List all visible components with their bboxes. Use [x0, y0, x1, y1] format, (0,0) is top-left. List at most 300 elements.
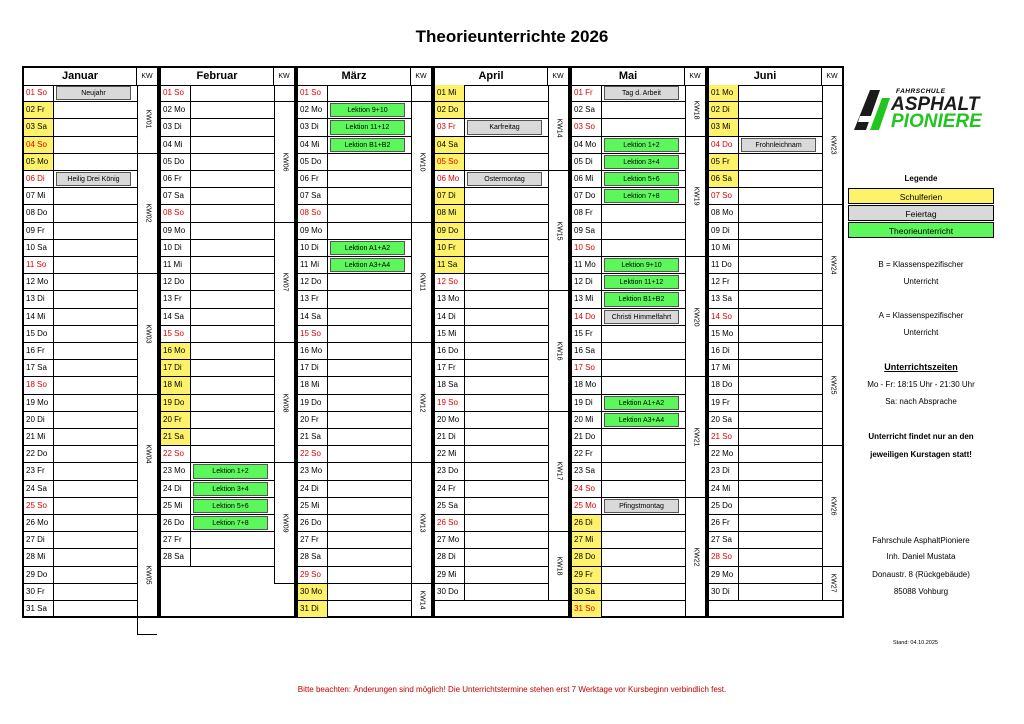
day-event-cell: [328, 567, 411, 583]
calendar-week-label: KW08: [281, 393, 288, 413]
day-row: [435, 154, 548, 171]
day-label: 06 Fr: [161, 171, 191, 187]
day-event-cell: [191, 188, 274, 204]
calendar-week-label: KW15: [555, 221, 562, 241]
calendar-week-label: KW23: [829, 135, 836, 155]
day-event-cell: [328, 481, 411, 497]
day-row: [161, 549, 274, 566]
day-label: 11 Mi: [298, 257, 328, 273]
day-row: [572, 498, 685, 515]
day-label: 23 Di: [709, 463, 739, 479]
day-row: [435, 481, 548, 498]
day-row: [161, 119, 274, 136]
calendar-week-cell: [411, 584, 431, 618]
calendar-week-cell: [822, 446, 842, 566]
day-row: [572, 274, 685, 291]
day-label: 11 Sa: [435, 257, 465, 273]
month-header: [298, 68, 431, 86]
day-row: [24, 377, 137, 394]
day-label: 07 Mi: [24, 188, 54, 204]
day-label: 25 Mi: [298, 498, 328, 514]
day-event-cell: [191, 205, 274, 221]
day-row: [298, 188, 411, 205]
day-label: 22 Do: [24, 446, 54, 462]
theory-lesson-badge: Lektion 7+8: [193, 516, 268, 530]
day-row: [161, 343, 274, 360]
day-row: [572, 446, 685, 463]
holiday-badge: Heilig Drei König: [56, 172, 131, 186]
day-event-cell: [191, 481, 274, 497]
day-label: 17 Mi: [709, 360, 739, 376]
day-label: 13 Fr: [298, 291, 328, 307]
theory-lesson-badge: Lektion 9+10: [330, 103, 405, 117]
day-label: 27 Mo: [435, 532, 465, 548]
day-row: [709, 395, 822, 412]
day-event-cell: [328, 188, 411, 204]
calendar-week-label: KW18: [555, 556, 562, 576]
day-label: 02 Do: [435, 102, 465, 118]
day-row: [298, 481, 411, 498]
day-row: [24, 274, 137, 291]
day-row: [572, 291, 685, 308]
holiday-badge: Ostermontag: [467, 172, 542, 186]
day-event-cell: [191, 549, 274, 565]
theory-lesson-badge: Lektion 11+12: [330, 120, 405, 134]
day-row: [161, 154, 274, 171]
address-owner: Inh. Daniel Mustata: [886, 552, 956, 561]
day-label: 25 Sa: [435, 498, 465, 514]
day-event-cell: [191, 137, 274, 153]
day-event-cell: [191, 360, 274, 376]
day-row: [435, 446, 548, 463]
day-row: [298, 223, 411, 240]
day-label: 03 Fr: [435, 119, 465, 135]
day-label: 08 Do: [24, 205, 54, 221]
day-label: 02 Di: [709, 102, 739, 118]
day-row: [161, 137, 274, 154]
day-row: [709, 171, 822, 188]
address-city: 85088 Vohburg: [893, 587, 949, 596]
day-label: 06 Sa: [709, 171, 739, 187]
day-event-cell: [465, 291, 548, 307]
day-event-cell: [739, 584, 822, 600]
day-row: [709, 567, 822, 584]
day-row: [709, 291, 822, 308]
day-label: 11 Do: [709, 257, 739, 273]
calendar-week-cell: [137, 154, 157, 274]
day-event-cell: [328, 395, 411, 411]
day-event-cell: [739, 412, 822, 428]
day-row: [572, 412, 685, 429]
day-event-cell: [191, 240, 274, 256]
day-row: [161, 498, 274, 515]
holiday-badge: Pfingstmontag: [604, 499, 679, 513]
day-row: [161, 326, 274, 343]
day-event-cell: [465, 137, 548, 153]
day-label: 20 Di: [24, 412, 54, 428]
month-column: [296, 66, 433, 618]
day-label: 21 So: [709, 429, 739, 445]
day-event-cell: [465, 274, 548, 290]
day-row: [709, 412, 822, 429]
day-label: 24 Mi: [709, 481, 739, 497]
day-event-cell: [465, 360, 548, 376]
day-event-cell: [739, 481, 822, 497]
day-label: 27 Fr: [161, 532, 191, 548]
day-event-cell: [54, 205, 137, 221]
day-label: 04 Mi: [161, 137, 191, 153]
day-row: [435, 412, 548, 429]
day-label: 21 Sa: [298, 429, 328, 445]
day-row: [572, 532, 685, 549]
day-row: [24, 412, 137, 429]
calendar-week-cell: [685, 377, 705, 497]
day-label: 26 Di: [572, 515, 602, 531]
day-label: 21 Mi: [24, 429, 54, 445]
day-label: 09 Di: [709, 223, 739, 239]
calendar-week-label: KW18: [692, 100, 699, 120]
calendar-week-label: KW17: [555, 461, 562, 482]
day-row: [435, 429, 548, 446]
day-event-cell: [465, 205, 548, 221]
day-event-cell: [191, 223, 274, 239]
calendar-week-cell: [274, 223, 294, 343]
day-event-cell: [54, 429, 137, 445]
calendar-week-cell: [548, 171, 568, 291]
day-event-cell: [602, 515, 685, 531]
logo-icon: [852, 86, 892, 134]
day-label: 01 Mi: [435, 85, 465, 101]
day-label: 01 Mo: [709, 85, 739, 101]
day-label: 03 Di: [161, 119, 191, 135]
day-row: [24, 85, 137, 102]
day-event-cell: [191, 446, 274, 462]
day-event-cell: [602, 171, 685, 187]
day-row: [572, 429, 685, 446]
day-event-cell: [328, 498, 411, 514]
theory-lesson-badge: Lektion B1+B2: [604, 292, 679, 306]
note-b-line1: B = Klassenspezifischer: [878, 260, 964, 269]
day-label: 10 So: [572, 240, 602, 256]
calendar-week-label: KW13: [418, 513, 425, 533]
day-row: [435, 463, 548, 480]
day-event-cell: [602, 257, 685, 273]
day-event-cell: [328, 291, 411, 307]
calendar-week-cell: [137, 515, 157, 635]
day-label: 25 Do: [709, 498, 739, 514]
day-event-cell: [191, 85, 274, 101]
calendar-week-label: KW25: [829, 375, 836, 396]
calendar-grid: [22, 66, 844, 618]
day-row: [435, 274, 548, 291]
day-row: [709, 240, 822, 257]
day-event-cell: [328, 515, 411, 531]
calendar-week-label: KW07: [281, 272, 288, 292]
note-a-line1: A = Klassenspezifischer: [878, 311, 964, 320]
day-row: [298, 102, 411, 119]
day-row: [298, 240, 411, 257]
day-label: 06 Mo: [435, 171, 465, 187]
day-event-cell: [465, 309, 548, 325]
day-label: 05 Do: [161, 154, 191, 170]
calendar-week-label: KW02: [144, 203, 151, 224]
theory-lesson-badge: Lektion 3+4: [604, 155, 679, 169]
day-event-cell: [54, 223, 137, 239]
day-row: [24, 395, 137, 412]
calendar-week-label: KW21: [692, 427, 699, 447]
kw-header: KW: [552, 73, 564, 80]
day-row: [572, 515, 685, 532]
day-row: [709, 515, 822, 532]
day-event-cell: [328, 137, 411, 153]
day-label: 13 Di: [24, 291, 54, 307]
holiday-badge: Karfreitag: [467, 120, 542, 134]
day-event-cell: [328, 446, 411, 462]
calendar-week-label: KW12: [418, 393, 425, 413]
day-event-cell: [602, 584, 685, 600]
day-row: [435, 515, 548, 532]
month-header: [572, 68, 705, 86]
day-label: 07 So: [709, 188, 739, 204]
day-label: 22 Mi: [435, 446, 465, 462]
holiday-badge: Tag d. Arbeit: [604, 86, 679, 100]
day-event-cell: [739, 171, 822, 187]
day-event-cell: [465, 567, 548, 583]
footer-notice: Bitte beachten: Änderungen sind möglich! Die Unterrichtstermine stehen erst 7 Werktage vor Kursbeginn verbindlich fest.: [297, 685, 727, 694]
day-label: 08 So: [298, 205, 328, 221]
day-label: 10 Fr: [435, 240, 465, 256]
calendar-week-label: KW16: [555, 341, 562, 361]
day-event-cell: [602, 377, 685, 393]
day-event-cell: [191, 154, 274, 170]
month-header: [435, 68, 568, 86]
day-row: [435, 377, 548, 394]
day-event-cell: [465, 223, 548, 239]
day-label: 24 So: [572, 481, 602, 497]
day-event-cell: [739, 326, 822, 342]
day-label: 28 So: [709, 549, 739, 565]
day-row: [298, 584, 411, 601]
day-event-cell: [465, 188, 548, 204]
day-event-cell: [54, 291, 137, 307]
day-label: 18 Mo: [572, 377, 602, 393]
day-row: [709, 154, 822, 171]
day-event-cell: [54, 154, 137, 170]
day-event-cell: [739, 205, 822, 221]
holiday-badge: Neujahr: [56, 86, 131, 100]
stand-date: Stand: 04.10.2025: [893, 640, 938, 646]
day-row: [298, 205, 411, 222]
day-event-cell: [191, 119, 274, 135]
day-event-cell: [465, 446, 548, 462]
day-event-cell: [465, 102, 548, 118]
day-label: 06 Di: [24, 171, 54, 187]
calendar-week-label: KW27: [829, 573, 836, 593]
month-column: [707, 66, 844, 618]
day-row: [161, 291, 274, 308]
day-label: 23 Sa: [572, 463, 602, 479]
day-label: 01 So: [24, 85, 54, 101]
day-row: [161, 395, 274, 412]
day-row: [298, 291, 411, 308]
day-event-cell: [602, 601, 685, 617]
day-row: [24, 119, 137, 136]
day-row: [572, 154, 685, 171]
day-row: [435, 85, 548, 102]
calendar-week-cell: [137, 85, 157, 154]
month-header: [709, 68, 842, 86]
day-event-cell: [739, 85, 822, 101]
day-event-cell: [328, 257, 411, 273]
day-label: 02 Mo: [161, 102, 191, 118]
day-row: [161, 240, 274, 257]
day-row: [709, 343, 822, 360]
day-event-cell: [54, 240, 137, 256]
day-event-cell: [54, 412, 137, 428]
day-row: [709, 584, 822, 601]
day-event-cell: [602, 395, 685, 411]
calendar-week-label: KW05: [144, 565, 151, 585]
day-row: [709, 274, 822, 291]
day-row: [24, 240, 137, 257]
legend-ferien: Schulferien: [848, 188, 994, 204]
kw-header: KW: [415, 73, 427, 80]
day-row: [572, 584, 685, 601]
theory-lesson-badge: Lektion 7+8: [604, 189, 679, 203]
day-event-cell: [191, 429, 274, 445]
day-event-cell: [54, 326, 137, 342]
day-label: 16 Fr: [24, 343, 54, 359]
address-name: Fahrschule AsphaltPioniere: [872, 536, 970, 545]
day-row: [298, 154, 411, 171]
day-row: [161, 532, 274, 549]
day-label: 11 Mi: [161, 257, 191, 273]
day-row: [709, 223, 822, 240]
day-event-cell: [328, 601, 411, 617]
calendar-week-cell: [685, 137, 705, 257]
day-label: 22 Mo: [709, 446, 739, 462]
month-header: [24, 68, 157, 86]
day-row: [24, 223, 137, 240]
kw-header: KW: [141, 73, 153, 80]
day-event-cell: [465, 412, 548, 428]
day-label: 20 Sa: [709, 412, 739, 428]
day-row: [298, 360, 411, 377]
calendar-week-label: KW22: [692, 547, 699, 568]
calendar-week-label: KW20: [692, 307, 699, 327]
day-label: 14 So: [709, 309, 739, 325]
day-event-cell: [191, 274, 274, 290]
day-label: 07 Do: [572, 188, 602, 204]
day-row: [572, 205, 685, 222]
calendar-week-label: KW09: [281, 513, 288, 533]
day-row: [161, 102, 274, 119]
day-row: [298, 343, 411, 360]
day-event-cell: [739, 119, 822, 135]
day-label: 29 Fr: [572, 567, 602, 583]
day-event-cell: [54, 498, 137, 514]
day-label: 12 Di: [572, 274, 602, 290]
day-row: [161, 377, 274, 394]
day-label: 18 Mi: [298, 377, 328, 393]
day-label: 03 Di: [298, 119, 328, 135]
day-event-cell: [191, 309, 274, 325]
day-label: 30 Di: [709, 584, 739, 600]
holiday-badge: Christi Himmelfahrt: [604, 310, 679, 324]
holiday-badge: Frohnleichnam: [741, 138, 816, 152]
day-row: [709, 205, 822, 222]
theory-lesson-badge: Lektion 1+2: [604, 138, 679, 152]
day-label: 05 Fr: [709, 154, 739, 170]
day-event-cell: [54, 188, 137, 204]
day-row: [572, 85, 685, 102]
day-row: [572, 377, 685, 394]
day-event-cell: [602, 549, 685, 565]
day-row: [24, 188, 137, 205]
calendar-week-cell: [411, 85, 431, 102]
day-label: 19 So: [435, 395, 465, 411]
day-row: [709, 463, 822, 480]
day-event-cell: [602, 481, 685, 497]
day-label: 19 Fr: [709, 395, 739, 411]
day-row: [24, 137, 137, 154]
day-event-cell: [602, 567, 685, 583]
calendar-week-cell: [411, 343, 431, 463]
day-label: 14 Do: [572, 309, 602, 325]
day-label: 12 So: [435, 274, 465, 290]
day-row: [298, 326, 411, 343]
day-label: 15 Mi: [435, 326, 465, 342]
day-event-cell: [54, 137, 137, 153]
day-label: 07 Sa: [298, 188, 328, 204]
day-event-cell: [54, 481, 137, 497]
day-event-cell: [465, 154, 548, 170]
day-event-cell: [328, 240, 411, 256]
day-row: [161, 257, 274, 274]
day-label: 23 Mo: [298, 463, 328, 479]
day-label: 15 So: [298, 326, 328, 342]
day-event-cell: [191, 463, 274, 479]
day-event-cell: [602, 498, 685, 514]
month-name: Februar: [161, 68, 274, 85]
day-row: [709, 85, 822, 102]
day-event-cell: [739, 154, 822, 170]
day-label: 26 Mo: [24, 515, 54, 531]
theory-lesson-badge: Lektion A1+A2: [330, 241, 405, 255]
day-label: 29 So: [298, 567, 328, 583]
day-label: 13 Sa: [709, 291, 739, 307]
day-row: [24, 102, 137, 119]
day-label: 05 Mo: [24, 154, 54, 170]
day-label: 14 Sa: [161, 309, 191, 325]
day-event-cell: [191, 532, 274, 548]
day-label: 26 So: [435, 515, 465, 531]
day-row: [161, 515, 274, 532]
day-label: 19 Do: [161, 395, 191, 411]
day-event-cell: [328, 274, 411, 290]
calendar-week-label: KW14: [555, 117, 562, 138]
day-event-cell: [54, 377, 137, 393]
day-event-cell: [328, 360, 411, 376]
day-label: 20 Mi: [572, 412, 602, 428]
day-event-cell: [602, 188, 685, 204]
day-label: 14 Mi: [24, 309, 54, 325]
calendar-week-cell: [137, 274, 157, 394]
day-label: 13 Mo: [435, 291, 465, 307]
day-label: 17 Sa: [24, 360, 54, 376]
day-event-cell: [602, 223, 685, 239]
day-label: 23 Mo: [161, 463, 191, 479]
